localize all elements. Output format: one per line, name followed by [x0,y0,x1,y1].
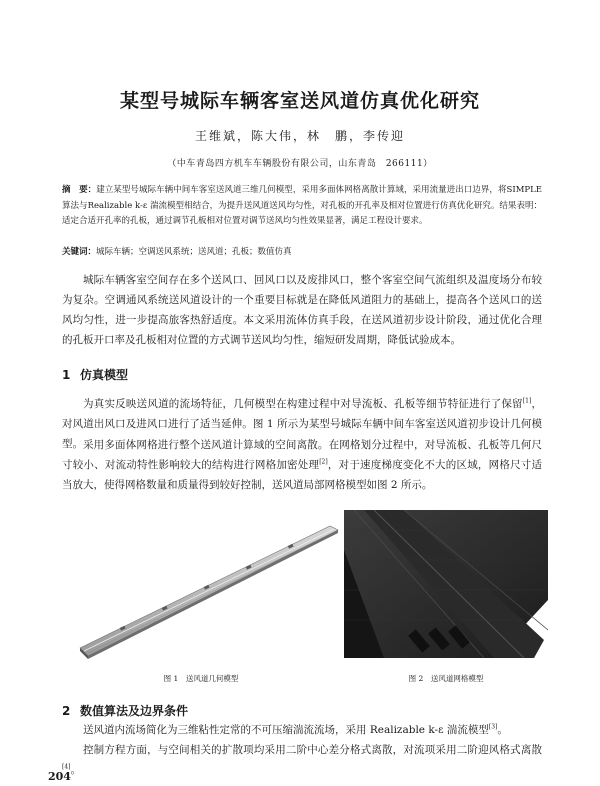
intro-paragraph: 城际车辆客室空间存在多个送风口、回风口以及废排风口，整个客室空间气流组织及温度场分布较为复杂。空调通风系统送风道设计的一个重要目标就是在降低风道阻力的基础上，提高各个送风口的送风均匀性，进一步提高旅客热舒适度。本文采用流体仿真手段，在送风道初步设计阶段，通过优化合理的孔板开口率及孔板相对位置的方式调节送风均匀性，缩短研发周期，降低试验成本。 [62,274,542,346]
abstract [62,183,542,230]
section-2-heading [62,702,188,719]
keywords-text: 城际车辆；空调送风系统；送风道；孔板；数值仿真 [96,247,292,257]
section-2-paragraphs [62,720,542,780]
figure-2-caption: 图 2 送风道网格模型 [408,674,484,683]
abstract-text: 建立某型号城际车辆中间车客室送风道三维几何模型，采用多面体网格离散计算域，采用流量进出口边界，将SIMPLE算法与Realizable k-ε 湍流模型相结合，为提升送风道送风均匀性，对孔板的开孔率及相对位置进行仿真优化研究。结果表明：适定合适开孔率的孔板，通过调节孔板相对位置对调节送风均匀性效果显著，满足工程设计要求。 [62,185,542,226]
keywords [62,245,542,257]
section-1-paragraph-2 [62,435,542,495]
s2p1-text-b: 。 [497,724,508,736]
section-1-number: 1 [62,368,71,382]
figure-1-duct-geometry [62,510,340,660]
abstract-label: 摘 要： [62,185,97,195]
section-2-paragraph-1 [62,720,542,740]
authors: 王维斌，陈大伟，林 鹏，李传迎 [194,129,405,143]
citation-3: [3] [488,723,498,731]
s1p2-text-b: ，对于速度梯度变化不大的区域，网格尺寸适当放大，使得网格数量和质量得到较好控制，送风道局部网格模型如图 2 所示。 [62,459,543,491]
section-1-title: 仿真模型 [80,368,129,382]
section-2-paragraph-2 [62,740,542,780]
s1p2-text-a: 采用多面体网格进行整个送风道计算域的空间离散。在网格划分过程中，对导流板、孔板等几何尺寸较小、对流动特性影响较大的结构进行网格加密处理 [62,439,542,471]
citation-4: [4] [62,763,71,771]
figure-1-caption: 图 1 送风道几何模型 [163,674,239,683]
page-number: 204 [48,770,71,783]
s1p1-text-b: ，对风道出风口及进风口进行了适当延伸。图 1 所示为某型号城际车辆中间车客室送风道初步设计几何模型。 [62,398,543,450]
s2p2-text-b: 。 [70,764,81,776]
section-2-number: 2 [62,704,71,718]
affiliation: （中车青岛四方机车车辆股份有限公司，山东青岛 266111） [167,159,433,169]
keywords-label: 关键词： [62,247,97,257]
citation-2: [2] [319,458,328,466]
s2p2-text-a: 控制方程方面，与空间相关的扩散项均采用二阶中心差分格式离散，对流项采用二阶迎风格式离散 [83,744,542,756]
citation-1: [1] [522,397,532,405]
section-1-heading [62,366,128,383]
paper-title: 某型号城际车辆客室送风道仿真优化研究 [119,90,480,112]
s1p1-text-a: 为真实反映送风道的流场特征，几何模型在构建过程中对导流板、孔板等细节特征进行了保留 [83,398,523,410]
figure-2-duct-mesh [344,510,548,658]
s2p1-text-a: 送风道内流场简化为三维粘性定常的不可压缩湍流流场，采用 Realizable k-ε 湍流模型 [83,724,489,736]
section-2-title: 数值算法及边界条件 [80,704,189,718]
